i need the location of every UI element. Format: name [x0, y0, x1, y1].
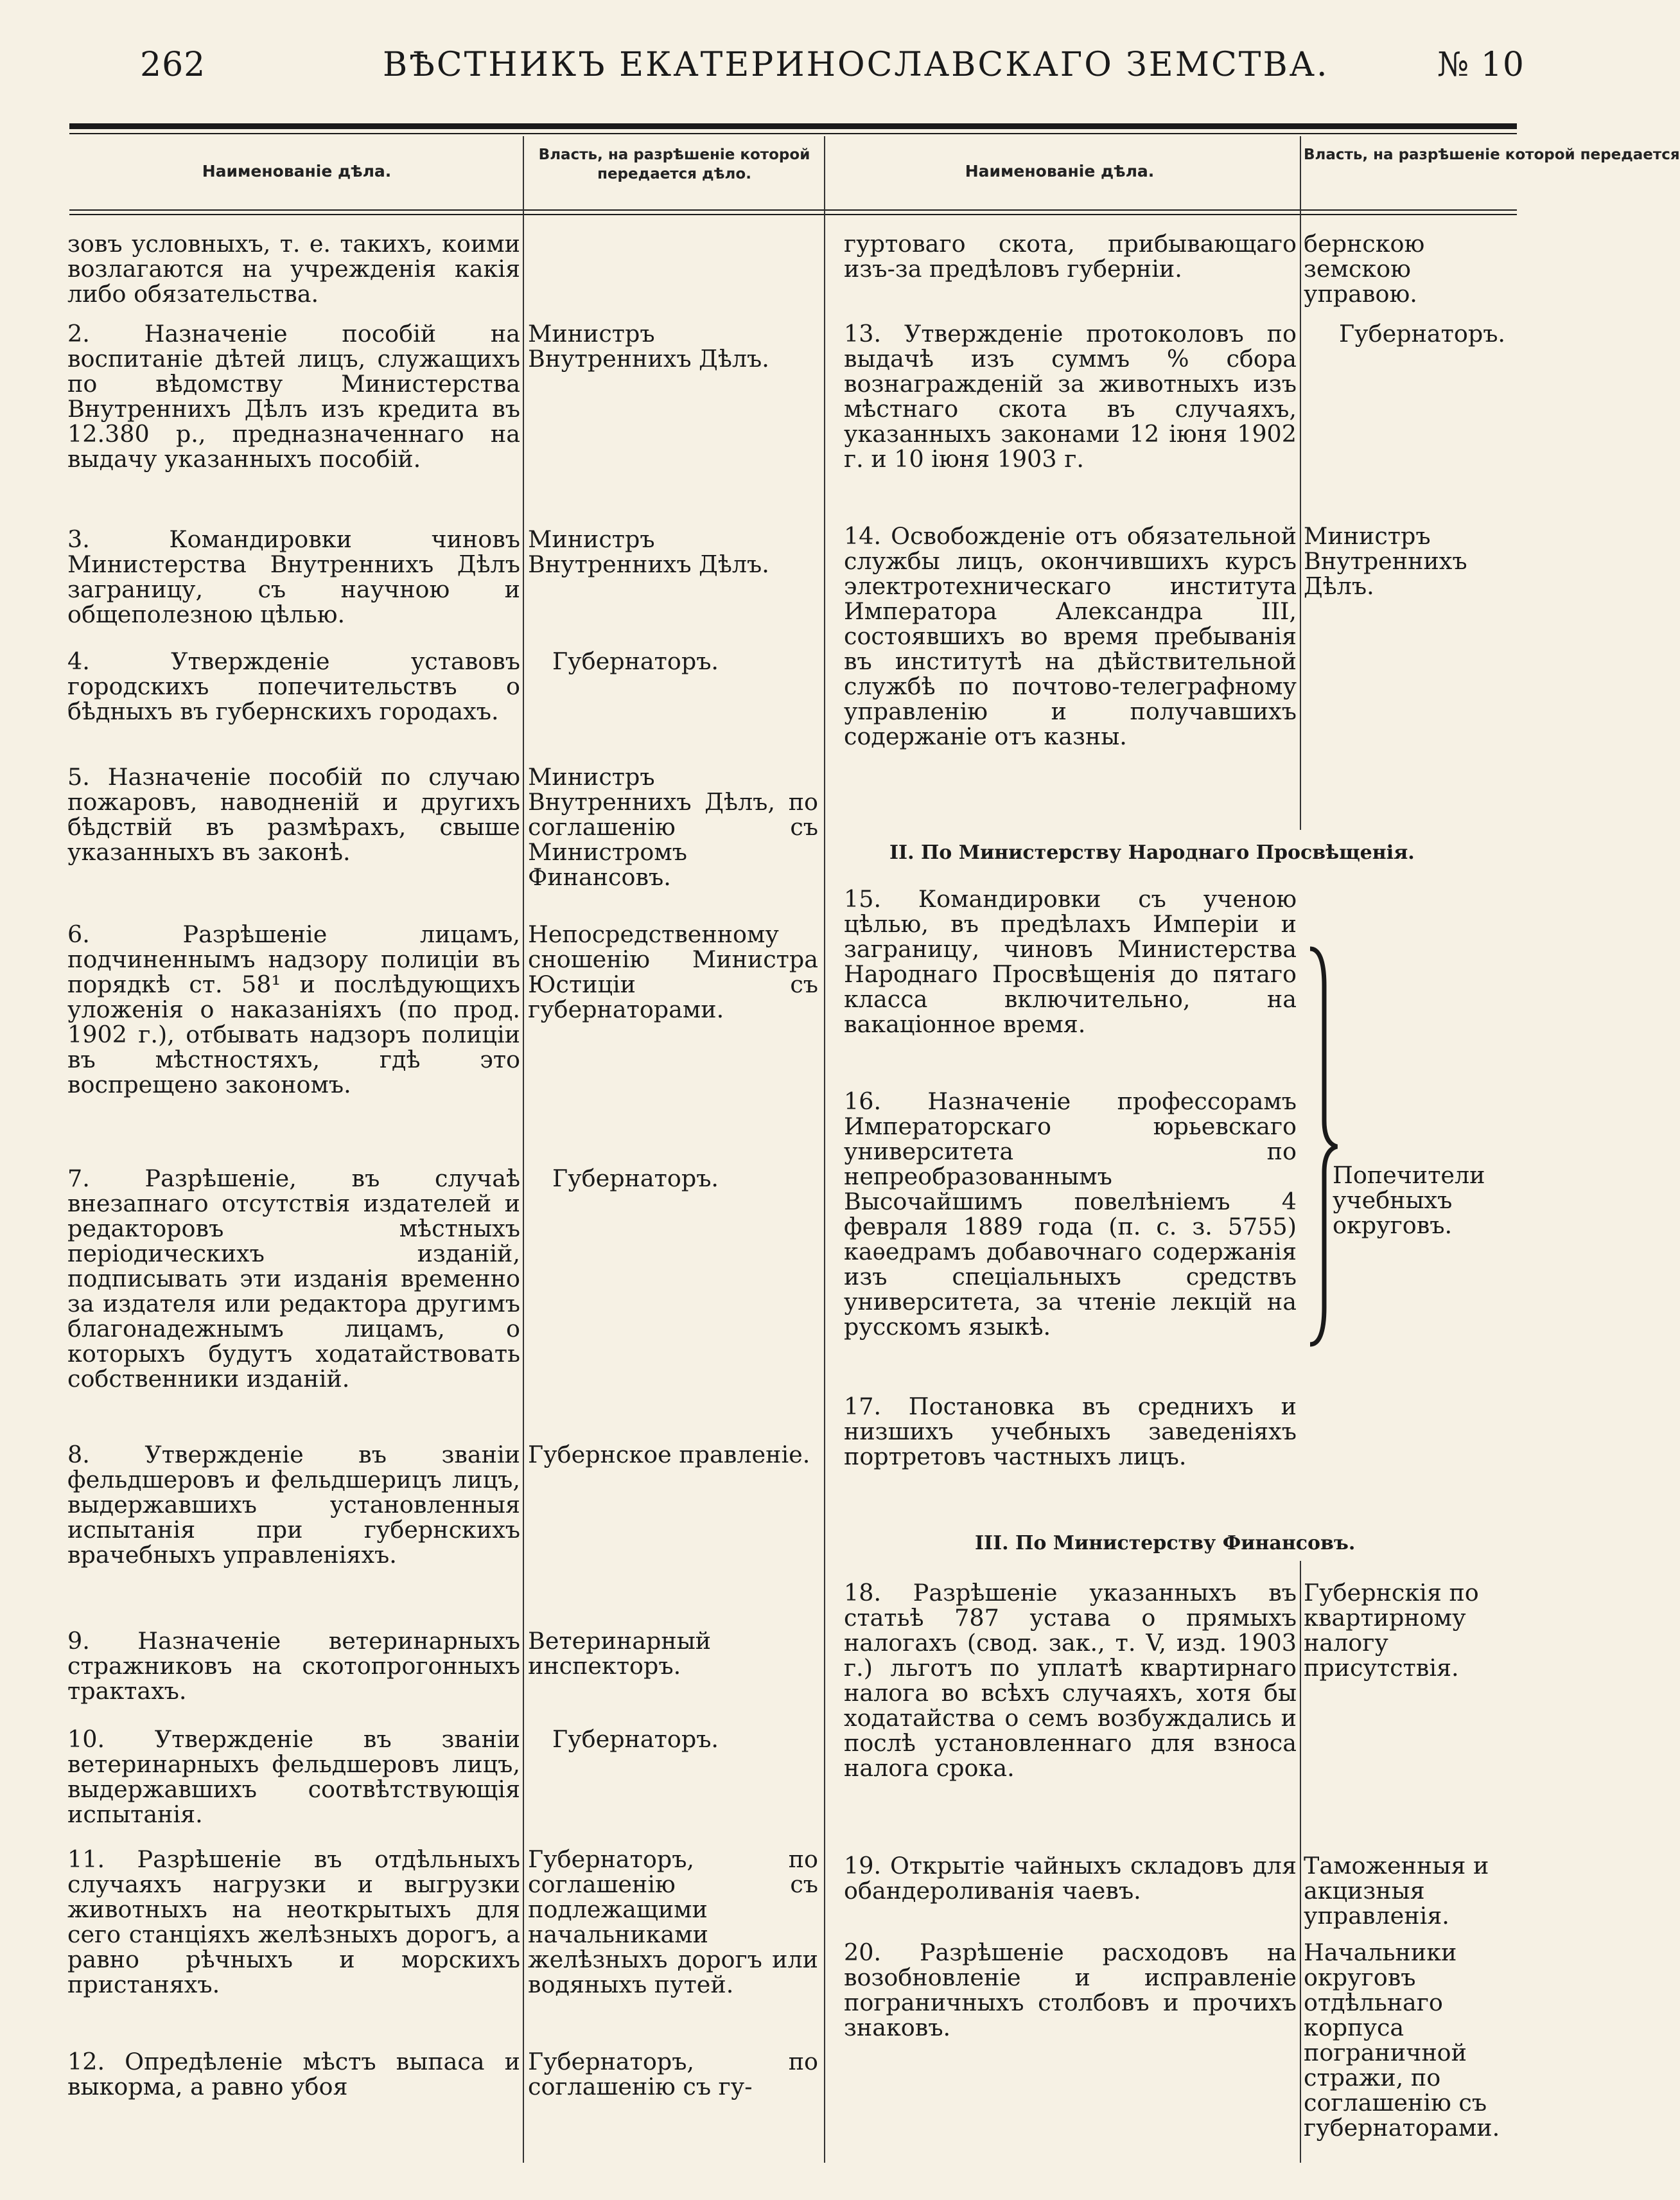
left-name-12: 12. Опредѣленіе мѣстъ выпаса и выкорма, а равно убоя: [67, 2048, 520, 2100]
left-power-10: Губернаторъ.: [552, 1725, 719, 1753]
left-name-4: 4. Утвержденіе уставовъ городскихъ попечительствъ о бѣдныхъ въ губернскихъ городахъ.: [67, 647, 520, 725]
left-power-5: Министръ Внутреннихъ Дѣлъ, по соглашенію съ Министромъ Финансовъ.: [528, 763, 818, 891]
section3-item-18-power: Губернскія по квартирному налогу присутствія.: [1304, 1579, 1479, 1682]
left-name-5: 5. Назначеніе пособій по случаю пожаровъ, наводненій и другихъ бѣдствій въ размѣрахъ, свыше указанныхъ въ законѣ.: [67, 763, 520, 866]
left-name-9: 9. Назначеніе ветеринарныхъ стражниковъ на скотопрогонныхъ трактахъ.: [67, 1627, 520, 1705]
left-name-1: зовъ условныхъ, т. е. такихъ, коими возлагаются на учрежденія какія либо обязательства.: [67, 230, 520, 308]
left-power-9: Ветеринарный инспекторъ.: [528, 1627, 712, 1680]
left-power-4: Губернаторъ.: [552, 647, 719, 675]
left-name-3: 3. Командировки чиновъ Министерства Внутреннихъ Дѣлъ заграницу, съ научною и общеполезною цѣлью.: [67, 525, 520, 628]
column-divider: [523, 136, 524, 2163]
column-header-name-left: Наименованіе дѣла.: [202, 162, 392, 180]
right-name-13: 13. Утвержденіе протоколовъ по выдачѣ изъ суммъ % сбора вознагражденій за животныхъ изъ мѣстнаго скота въ случаяхъ, указанныхъ законами 12 іюня 1902 г. и 10 іюня 1903 г.: [844, 320, 1297, 473]
section-heading-3: III. По Министерству Финансовъ.: [975, 1532, 1356, 1554]
section2-item-17: 17. Постановка въ среднихъ и низшихъ учебныхъ заведеніяхъ портретовъ частныхъ лицъ.: [844, 1393, 1297, 1470]
column-header-power-left: Власть, на разрѣшеніе которой передается дѣло.: [538, 146, 810, 182]
right-name-12-cont: гуртоваго скота, прибывающаго изъ-за предѣловъ губерніи.: [844, 230, 1297, 283]
left-name-10: 10. Утвержденіе въ званіи ветеринарныхъ фельдшеровъ лицъ, выдержавшихъ соотвѣтствующія испытанія.: [67, 1725, 520, 1828]
column-header-power-right: Власть, на разрѣшеніе которой передается: [1304, 146, 1680, 163]
left-name-2: 2. Назначеніе пособій на воспитаніе дѣтей лицъ, служащихъ по вѣдомству Министерства Внутреннихъ Дѣлъ изъ кредита въ 12.380 р., предназначеннаго на выдачу указанныхъ пособій.: [67, 320, 520, 473]
curly-brace-icon: [1304, 947, 1342, 1346]
section3-item-19-power: Таможенныя и акцизныя управленія.: [1304, 1852, 1489, 1930]
column-header-name-right: Наименованіе дѣла.: [965, 162, 1155, 180]
section3-item-19-name: 19. Открытіе чайныхъ складовъ для обандероливанія чаевъ.: [844, 1852, 1297, 1905]
header-rule-thick: [69, 123, 1517, 129]
column-divider: [1300, 1561, 1301, 2163]
left-power-2: Министръ Внутреннихъ Дѣлъ.: [528, 320, 769, 373]
section3-item-20-name: 20. Разрѣшеніе расходовъ на возобновленіе и исправленіе пограничныхъ столбовъ и прочихъ знаковъ.: [844, 1939, 1297, 2041]
section2-power: Попечители учебныхъ округовъ.: [1333, 1161, 1485, 1239]
section3-item-18-name: 18. Разрѣшеніе указанныхъ въ статьѣ 787 устава о прямыхъ налогахъ (свод. зак., т. V, изд. 1903 г.) льготъ по уплатѣ квартирнаго налога во всѣхъ случаяхъ, хотя бы ходатайства о семъ возбуждались и послѣ установленнаго для взноса налога срока.: [844, 1579, 1297, 1782]
column-divider: [1300, 136, 1301, 830]
issue-number: № 10: [1437, 46, 1525, 84]
left-power-7: Губернаторъ.: [552, 1165, 719, 1192]
left-power-3: Министръ Внутреннихъ Дѣлъ.: [528, 525, 769, 578]
column-divider: [824, 136, 825, 2163]
section-heading-2: II. По Министерству Народнаго Просвѣщенія.: [889, 841, 1415, 864]
left-name-6: 6. Разрѣшеніе лицамъ, подчиненнымъ надзору полиціи въ порядкѣ ст. 58¹ и послѣдующихъ уложенія о наказаніяхъ (по прод. 1902 г.), отбывать надзоръ полиціи въ мѣстностяхъ, гдѣ это воспрещено закономъ.: [67, 920, 520, 1098]
left-name-8: 8. Утвержденіе въ званіи фельдшеровъ и фельдшерицъ лицъ, выдержавшихъ установленныя испытанія при губернскихъ врачебныхъ управленіяхъ.: [67, 1441, 520, 1569]
right-power-14: Министръ Внутреннихъ Дѣлъ.: [1304, 522, 1467, 600]
section2-item-16: 16. Назначеніе профессорамъ Императорскаго юрьевскаго университета по непреобразованнымъ Высочайшимъ повелѣніемъ 4 февраля 1889 года (п. с. з. 5755) каѳедрамъ добавочнаго содержанія изъ спеціальныхъ средствъ университета, за чтеніе лекцій на русскомъ языкѣ.: [844, 1087, 1297, 1341]
right-power-12-cont: бернскою земскою управою.: [1304, 230, 1425, 308]
page-number: 262: [140, 46, 206, 84]
left-power-6: Непосредственному сношенію Министра Юстиціи съ губернаторами.: [528, 920, 818, 1023]
left-power-8: Губернское правленіе.: [528, 1441, 810, 1468]
left-power-11: Губернаторъ, по соглашенію съ подлежащими начальниками желѣзныхъ дорогъ или водяныхъ путей.: [528, 1845, 818, 1998]
section3-item-20-power: Начальники округовъ отдѣльнаго корпуса пограничной стражи, по соглашенію съ губернаторами.: [1304, 1939, 1500, 2142]
left-power-12: Губернаторъ, по соглашенію съ гу-: [528, 2048, 818, 2100]
left-name-7: 7. Разрѣшеніе, въ случаѣ внезапнаго отсутствія издателей и редакторовъ мѣстныхъ періодическихъ изданій, подписывать эти изданія временно за издателя или редактора другимъ благонадежнымъ лицамъ, о которыхъ будутъ ходатайствовать собственники изданій.: [67, 1165, 520, 1393]
section2-item-15: 15. Командировки съ ученою цѣлью, въ предѣлахъ Имперіи и заграницу, чиновъ Министерства Народнаго Просвѣщенія до пятаго класса включительно, на вакаціонное время.: [844, 885, 1297, 1038]
right-power-13: Губернаторъ.: [1339, 320, 1506, 348]
journal-title: ВѢСТНИКЪ ЕКАТЕРИНОСЛАВСКАГО ЗЕМСТВА.: [383, 46, 1329, 84]
left-name-11: 11. Разрѣшеніе въ отдѣльныхъ случаяхъ нагрузки и выгрузки животныхъ на неоткрытыхъ для сего станціяхъ желѣзныхъ дорогъ, а равно рѣчныхъ и морскихъ пристаняхъ.: [67, 1845, 520, 1998]
right-name-14: 14. Освобожденіе отъ обязательной службы лицъ, окончившихъ курсъ электротехническаго института Императора Александра III, состоявшихъ во время пребыванія въ институтѣ на дѣйствительной службѣ по почтово-телеграфному управленію и получавшихъ содержаніе отъ казны.: [844, 522, 1297, 750]
header-rule-thin: [69, 133, 1517, 134]
